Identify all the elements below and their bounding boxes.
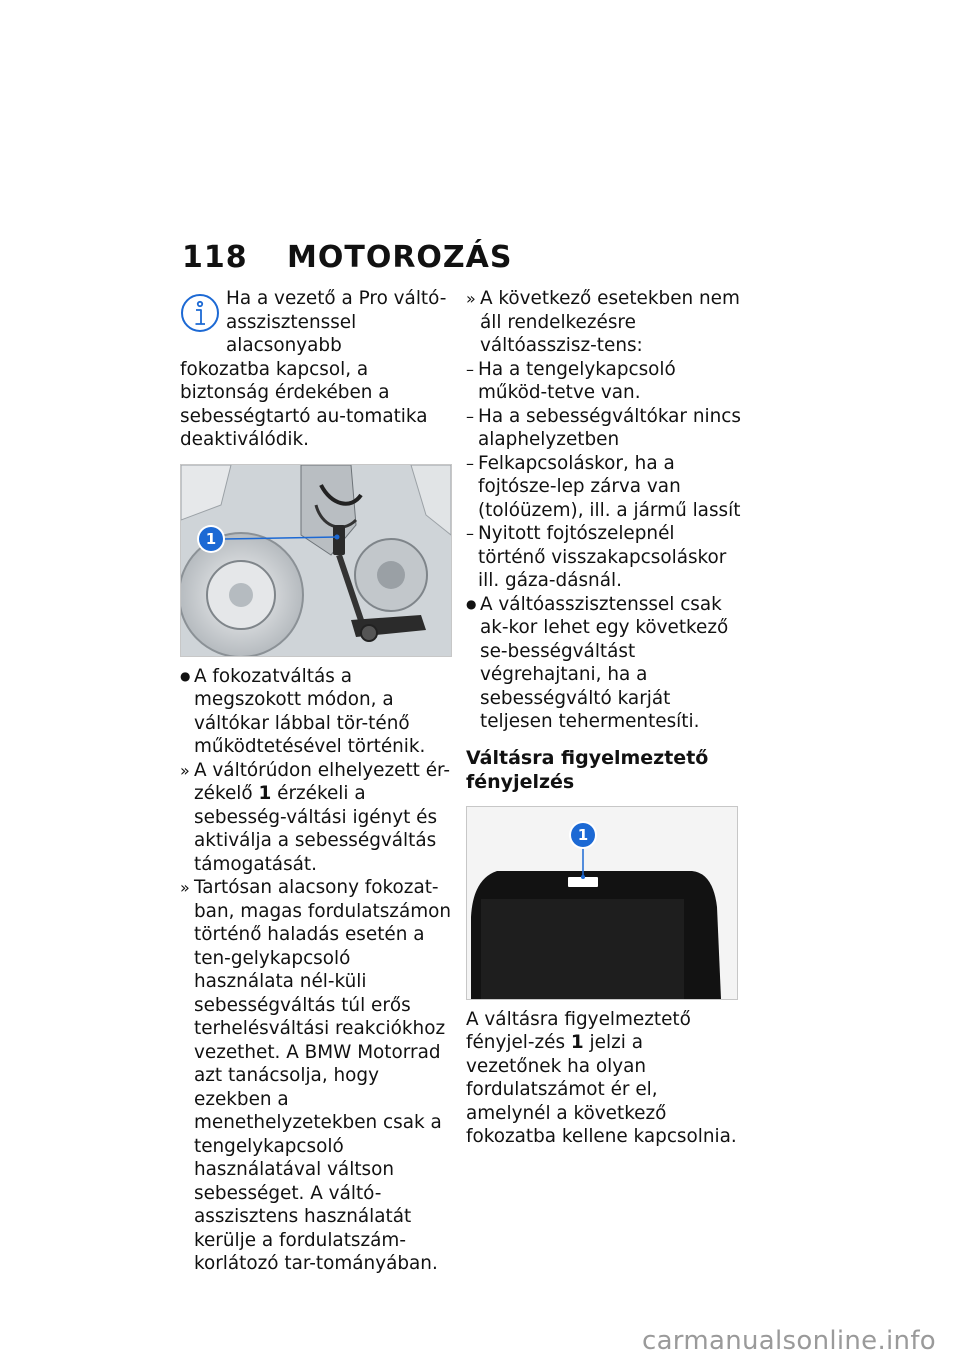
callout-reference: 1 xyxy=(570,1032,584,1053)
info-note xyxy=(180,287,452,452)
arrow-item xyxy=(466,287,742,358)
dash-item xyxy=(466,358,742,405)
arrow-text-pre: A váltórúdon elhelyezett ér-zékelő xyxy=(194,759,451,804)
note-rest: fokozatba kapcsol, a biztonság érdekében a sebességtartó au-tomatika deaktiválódik. xyxy=(180,358,428,450)
bullet-text: A fokozatváltás a megszokott módon, a váltókar lábbal tör-ténő működtetésével történik. xyxy=(194,665,426,757)
callout-1-badge: 1 xyxy=(199,527,223,551)
bullet-marker: ● xyxy=(180,668,191,683)
arrow-marker: » xyxy=(466,289,476,308)
engine-illustration xyxy=(181,465,451,656)
arrow-marker: » xyxy=(180,878,190,897)
arrow-text-post: érzékeli a sebesség-váltási igényt és aktiválja a sebességváltás támogatását. xyxy=(194,783,438,875)
bullet-item xyxy=(466,593,742,734)
tft-display-illustration xyxy=(467,807,737,999)
section-subheading: Váltásra figyelmeztető fényjelzés xyxy=(466,746,709,793)
bullet-marker: ● xyxy=(466,596,477,611)
note-text xyxy=(180,287,452,452)
arrow-text: A következő esetekben nem áll rendelkezésre váltóasszisz-tens: xyxy=(480,288,740,356)
arrow-text: Tartósan alacsony fokozat-ban, magas fordulatszámon történő haladás esetén a ten-gelykapcsoló használata nél-küli sebességváltás túl erős terhelésváltási reakciókhoz vezethet. A BMW Motorrad azt tanácsolja, hogy ezekben a menethelyzetekben csak a tengelykapcsoló használatával váltson sebességet. A váltó-asszisztens használatát kerülje a fordulatszám-korlátozó tar-tományában. xyxy=(194,877,452,1274)
dash-marker: – xyxy=(466,524,474,543)
arrow-item xyxy=(180,759,452,877)
site-watermark: carmanualsonline.info xyxy=(641,1326,936,1356)
dash-marker: – xyxy=(466,453,474,473)
bullet-text: A váltóasszisztenssel csak ak-kor lehet egy következő se-bességváltást végrehajtani, ha a sebességváltó karját teljesen tehermentesíti. xyxy=(480,593,729,732)
gearshift-sensor-figure xyxy=(180,464,452,657)
dash-item xyxy=(466,522,742,593)
page-number: 118 xyxy=(182,240,248,275)
callout-reference: 1 xyxy=(258,783,272,804)
figure-caption xyxy=(466,1008,742,1149)
dash-text: Ha a tengelykapcsoló működ-tetve van. xyxy=(478,358,676,403)
info-icon xyxy=(180,293,220,333)
page-title: MOTOROZÁS xyxy=(287,240,513,275)
dash-item xyxy=(466,405,742,452)
dash-marker: – xyxy=(466,359,474,379)
right-column xyxy=(466,287,742,1149)
dash-item xyxy=(466,452,742,523)
shift-indicator-figure xyxy=(466,806,738,1000)
dash-text: Nyitott fojtószelepnél történő visszakapcsoláskor ill. gáza-dásnál. xyxy=(478,523,727,591)
left-column xyxy=(180,287,452,1276)
bullet-item xyxy=(180,665,452,759)
caption-text-post: jelzi a vezetőnek ha olyan fordulatszámot ér el, amelynél a következő fokozatba kellene kapcsolnia. xyxy=(466,1032,737,1147)
arrow-marker: » xyxy=(180,760,190,780)
dash-text: Felkapcsoláskor, ha a fojtósze-lep zárva van (tolóüzem), ill. a jármű lassít xyxy=(478,452,741,521)
note-line-1: Ha a vezető a Pro váltó- xyxy=(226,288,447,309)
note-line-2: asszisztenssel alacsonyabb xyxy=(226,311,357,356)
dash-marker: – xyxy=(466,406,474,426)
caption-text-pre: A váltásra figyelmeztető fényjel-zés xyxy=(466,1008,691,1053)
dash-text: Ha a sebességváltókar nincs alaphelyzetben xyxy=(478,405,741,450)
arrow-item xyxy=(180,876,452,1276)
callout-1-badge: 1 xyxy=(571,823,595,847)
